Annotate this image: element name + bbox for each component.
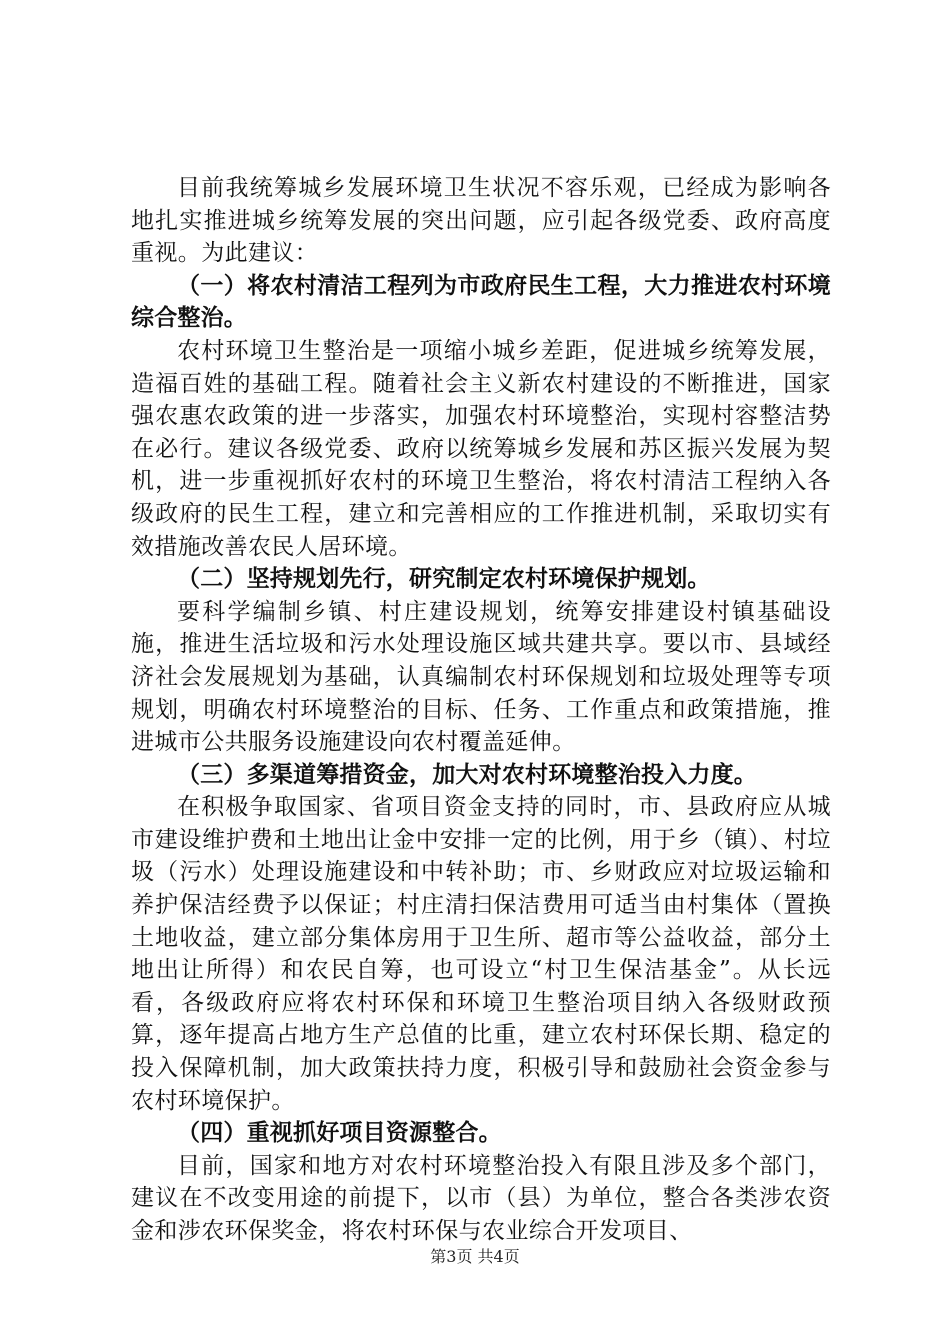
- paragraph-section-1: 农村环境卫生整治是一项缩小城乡差距，促进城乡统筹发展，造福百姓的基础工程。随着社会主义新农村建设的不断推进，国家强农惠农政策的进一步落实，加强农村环境整治，实现村容整洁势在必行。建议各级党委、政府以统筹城乡发展和苏区振兴发展为契机，进一步重视抓好农村的环境卫生整治，将农村清洁工程纳入各级政府的民生工程，建立和完善相应的工作推进机制，采取切实有效措施改善农民人居环境。: [131, 337, 831, 560]
- section-heading-2: （二）坚持规划先行，研究制定农村环境保护规划。: [177, 566, 711, 593]
- section-heading-3: （三）多渠道筹措资金，加大对农村环境整治投入力度。: [177, 761, 757, 788]
- section-heading-4: （四）重视抓好项目资源整合。: [177, 1120, 502, 1147]
- page-footer: 第3页 共4页: [430, 1247, 520, 1266]
- paragraph-intro: 目前我统筹城乡发展环境卫生状况不容乐观，已经成为影响各地扎实推进城乡统筹发展的突出问题，应引起各级党委、政府高度重视。为此建议：: [131, 175, 831, 267]
- paragraph-section-2: 要科学编制乡镇、村庄建设规划，统筹安排建设村镇基础设施，推进生活垃圾和污水处理设施区域共建共享。要以市、县域经济社会发展规划为基础，认真编制农村环保规划和垃圾处理等专项规划，明确农村环境整治的目标、任务、工作重点和政策措施，推进城市公共服务设施建设向农村覆盖延伸。: [131, 598, 831, 756]
- section-heading-1: （一）将农村清洁工程列为市政府民生工程，大力推进农村环境综合整治。: [131, 272, 831, 332]
- paragraph-section-4: 目前，国家和地方对农村环境整治投入有限且涉及多个部门，建议在不改变用途的前提下，以市（县）为单位，整合各类涉农资金和涉农环保奖金，将农村环保与农业综合开发项目、: [131, 1152, 831, 1244]
- document-body: [131, 172, 831, 1248]
- paragraph-section-3: 在积极争取国家、省项目资金支持的同时，市、县政府应从城市建设维护费和土地出让金中安排一定的比例，用于乡（镇）、村垃圾（污水）处理设施建设和中转补助；市、乡财政应对垃圾运输和养护保洁经费予以保证；村庄清扫保洁费用可适当由村集体（置换土地收益，建立部分集体房用于卫生所、超市等公益收益，部分土地出让所得）和农民自筹，也可设立“村卫生保洁基金”。从长远看，各级政府应将农村环保和环境卫生整治项目纳入各级财政预算，逐年提高占地方生产总值的比重，建立农村环保长期、稳定的投入保障机制，加大政策扶持力度，积极引导和鼓励社会资金参与农村环境保护。: [131, 794, 831, 1114]
